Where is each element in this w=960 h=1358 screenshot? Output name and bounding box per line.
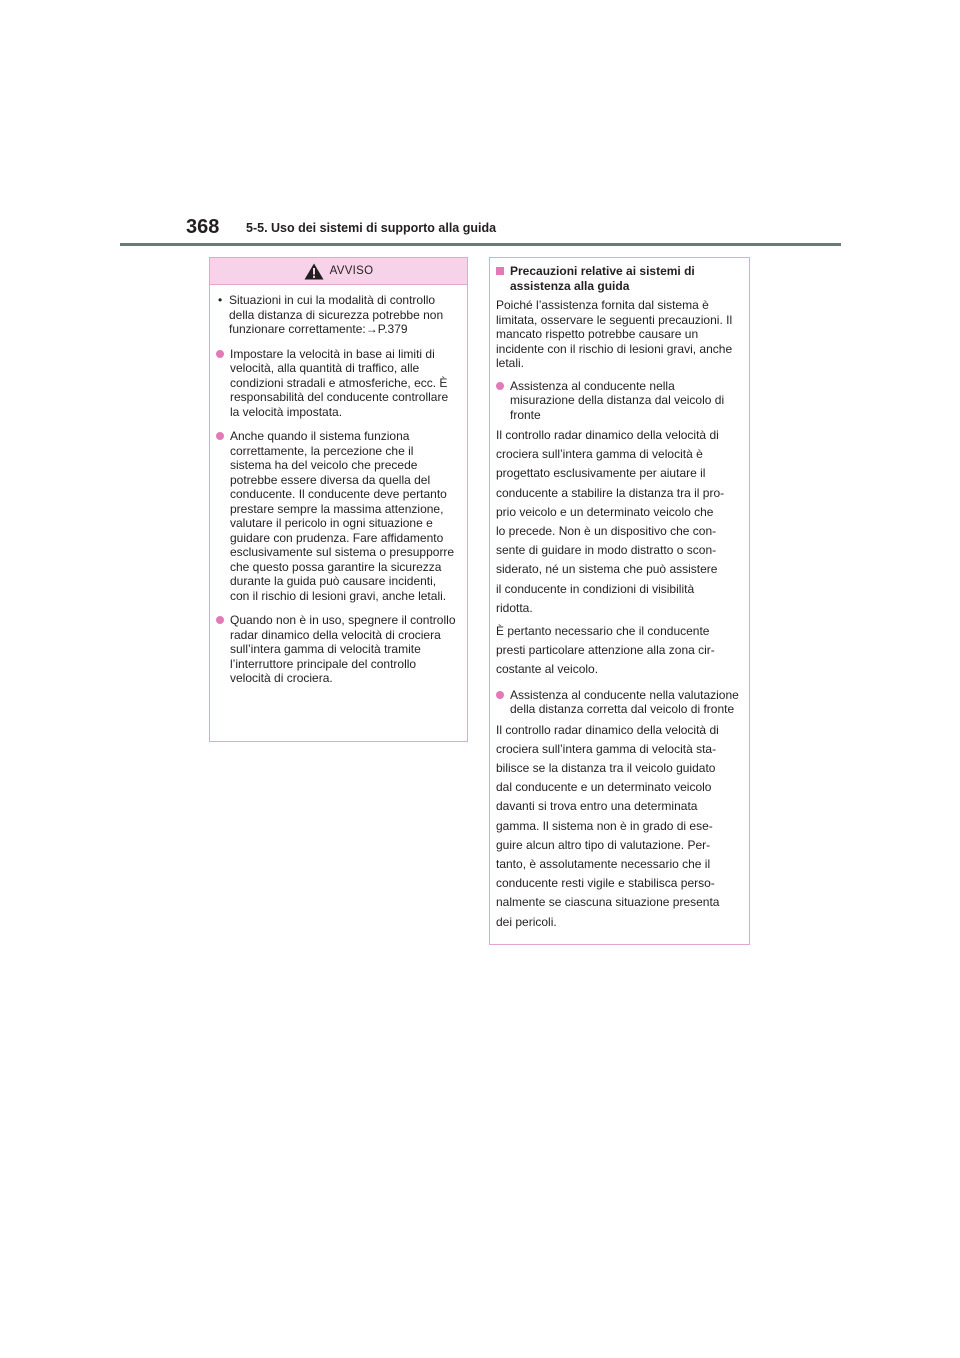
page-number: 368 bbox=[186, 216, 220, 238]
body-line: È pertanto necessario che il conducente bbox=[496, 624, 710, 639]
precautions-heading-text: Precauzioni relative ai sistemi di assistenza alla guida bbox=[510, 264, 695, 293]
bullet-icon: • bbox=[218, 293, 223, 307]
body-line: bilisce se la distanza tra il veicolo guidato bbox=[496, 761, 716, 776]
body-line: il conducente in condizioni di visibilità bbox=[496, 581, 695, 596]
pink-dot-icon bbox=[216, 616, 224, 624]
warning-item bbox=[216, 613, 458, 686]
body-line: lo precede. Non è un dispositivo che con- bbox=[496, 524, 717, 539]
warning-triangle-icon bbox=[304, 263, 324, 280]
subsection-title-text: Assistenza al conducente nella misurazione della distanza dal veicolo di fronte bbox=[510, 378, 725, 422]
pink-dot-icon bbox=[216, 350, 224, 358]
warning-item bbox=[216, 293, 458, 337]
warning-item-text: Quando non è in uso, spegnere il controllo radar dinamico della velocità di crociera sull’intera gamma di velocità tramite l’interruttore principale del controllo velocità di crociera. bbox=[230, 613, 456, 685]
subsection-title bbox=[496, 379, 741, 423]
pink-square-icon bbox=[496, 267, 504, 275]
warning-item-text: Anche quando il sistema funziona correttamente, la percezione che il sistema ha del veicolo che precede potrebbe essere diversa da quella del conducente. Il conducente deve pertanto prestare sempre la massima attenzione, valutare il pericolo in ogni situazione e guidare con prudenza. Fare affidamento esclusivamente sul sistema o presupporre che questo possa garantire la sicurezza durante la guida può causare incidenti, con il rischio di lesioni gravi, anche letali. bbox=[230, 429, 455, 603]
body-line: dal conducente e un determinato veicolo bbox=[496, 780, 712, 795]
body-line: ridotta. bbox=[496, 600, 533, 615]
precautions-intro: Poiché l’assistenza fornita dal sistema è limitata, osservare le seguenti precauzioni. Il mancato rispetto potrebbe causare un incidente con il rischio di lesioni gravi, anche letali. bbox=[496, 298, 733, 370]
body-line: presti particolare attenzione alla zona cir- bbox=[496, 643, 715, 658]
body-line: tanto, è assolutamente necessario che il bbox=[496, 857, 711, 872]
warning-box bbox=[209, 257, 468, 742]
body-line: crociera sull’intera gamma di velocità sta- bbox=[496, 741, 717, 756]
subsection-body bbox=[496, 721, 741, 932]
warning-item bbox=[216, 347, 458, 420]
body-line: Il controllo radar dinamico della velocità di bbox=[496, 428, 719, 442]
warning-body bbox=[210, 285, 467, 686]
pink-dot-icon bbox=[496, 691, 504, 699]
pink-dot-icon bbox=[496, 382, 504, 390]
body-line: siderato, né un sistema che può assistere bbox=[496, 562, 718, 577]
section-title: 5-5. Uso dei sistemi di supporto alla guida bbox=[246, 221, 497, 235]
body-line: gamma. Il sistema non è in grado di ese- bbox=[496, 818, 713, 833]
body-line: nalmente se ciascuna situazione presenta bbox=[496, 895, 720, 910]
body-line: progettato esclusivamente per aiutare il bbox=[496, 466, 706, 481]
precautions-box bbox=[489, 257, 750, 945]
warning-title: AVVISO bbox=[329, 265, 374, 277]
body-line: conducente resti vigile e stabilisca perso- bbox=[496, 876, 715, 891]
body-line: guire alcun altro tipo di valutazione. Per- bbox=[496, 837, 711, 852]
subsection-body bbox=[496, 426, 741, 618]
header-rule bbox=[120, 243, 841, 246]
subsection-body bbox=[496, 622, 741, 680]
warning-item-text: Impostare la velocità in base ai limiti di velocità, alla quantità di traffico, alle condizioni stradali e atmosferiche, ecc. È responsabilità del conducente controllare la velocità impostata. bbox=[230, 346, 449, 419]
subsection-title-text: Assistenza al conducente nella valutazione della distanza corretta dal veicolo di fronte bbox=[510, 687, 739, 717]
body-line: sente di guidare in modo distratto o scon- bbox=[496, 543, 717, 558]
body-line: costante al veicolo. bbox=[496, 662, 599, 677]
warning-item-text: Situazioni in cui la modalità di controllo della distanza di sicurezza potrebbe non funzionare correttamente:→P.379 bbox=[229, 293, 444, 336]
pink-dot-icon bbox=[216, 432, 224, 440]
body-line: Il controllo radar dinamico della velocità di bbox=[496, 722, 719, 737]
body-line: prio veicolo e un determinato veicolo che bbox=[496, 504, 714, 519]
warning-item bbox=[216, 429, 458, 603]
warning-header bbox=[210, 258, 467, 285]
subsection-title bbox=[496, 688, 741, 717]
body-line: davanti si trova entro una determinata bbox=[496, 799, 698, 814]
body-line: crociera sull’intera gamma di velocità è bbox=[496, 447, 703, 462]
body-line: dei pericoli. bbox=[496, 914, 557, 929]
precautions-heading bbox=[496, 264, 741, 293]
body-line: conducente a stabilire la distanza tra il pro- bbox=[496, 485, 725, 500]
